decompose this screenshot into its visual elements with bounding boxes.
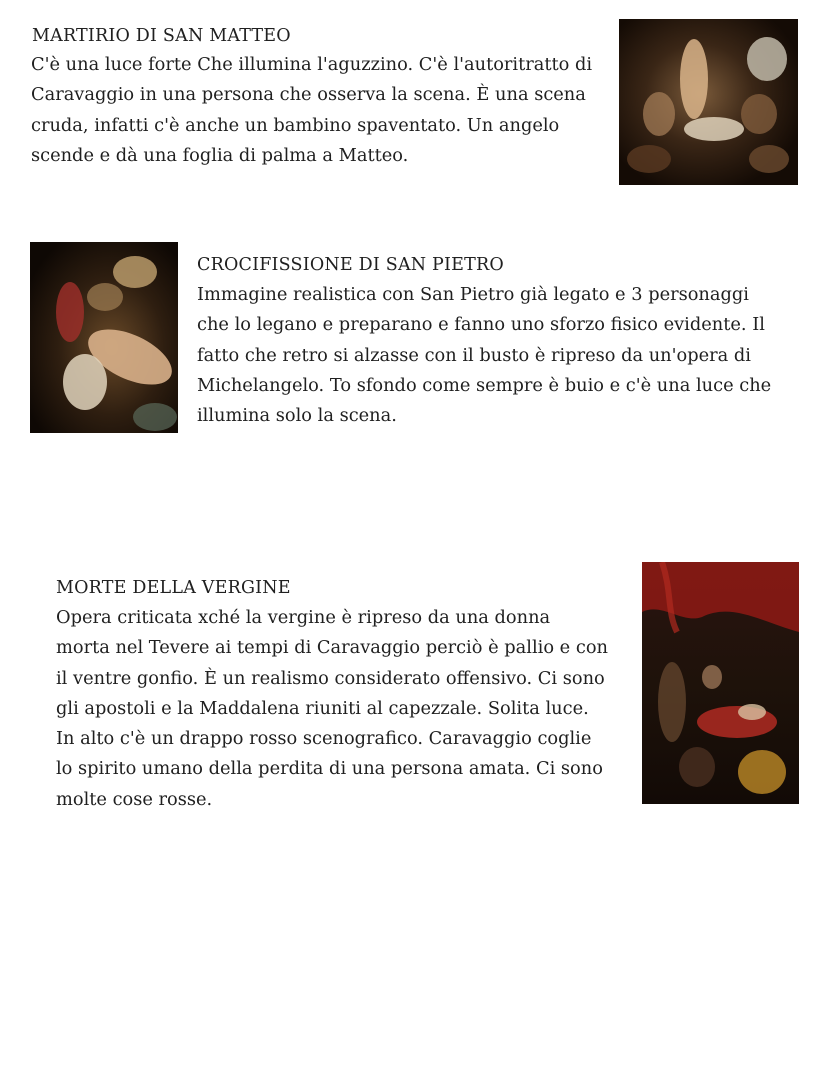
section-2-title: CROCIFISSIONE DI SAN PIETRO	[197, 255, 504, 275]
painting-crocifissione-di-san-pietro-image	[30, 242, 178, 433]
section-1-title: MARTIRIO DI SAN MATTEO	[32, 26, 291, 46]
painting-morte-della-vergine-image	[642, 562, 799, 804]
section-2-text: Immagine realistica con San Pietro già legato e 3 personaggi che lo legano e preparano e fanno uno sforzo fisico evidente. Il fatto che retro si alzasse con il busto è ripreso da un'opera di Michelangelo. To sfondo come sempre è buio e c'è una luce che illumina solo la scena.	[197, 284, 772, 427]
section-3-title: MORTE DELLA VERGINE	[56, 578, 291, 598]
painting-martirio-di-san-matteo-image	[619, 19, 798, 185]
section-3-text: Opera criticata xché la vergine è ripreso da una donna morta nel Tevere ai tempi di Caravaggio perciò è pallio e con il ventre gonfio. È un realismo considerato offensivo. Ci sono gli apostoli e la Maddalena riuniti al capezzale. Solita luce. In alto c'è un drappo rosso scenografico. Caravaggio coglie lo spirito umano della perdita di una persona amata. Ci sono molte cose rosse.	[56, 607, 608, 810]
section-1-text: C'è una luce forte Che illumina l'aguzzino. C'è l'autoritratto di Caravaggio in una persona che osserva la scena. È una scena cruda, infatti c'è anche un bambino spaventato. Un angelo scende e dà una foglia di palma a Matteo.	[31, 54, 593, 166]
